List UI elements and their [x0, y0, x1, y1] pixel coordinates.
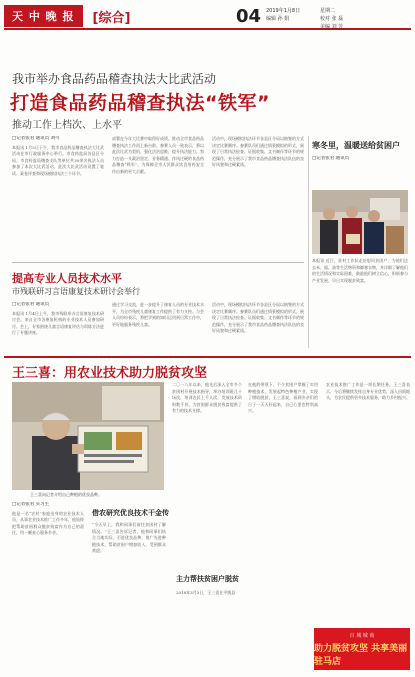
rehab-column-3: 活动中，现场模拟执法环节各县区分局以抽签的方式决定比赛顺序。参赛队员们通过情景模拟的形式，展现了日常执法检查、证据收集、文书制作等环节的规范操作，充分展示了我市食品药品稽查执法队伍的良好风貌和过硬素质。	[212, 302, 304, 334]
rehab-column-2: 通过学习交流，进一步提升了康复人员的专业技术水平，为全市残疾儿童康复工作提供了有力支持。与会人员纷纷表示，将把学到的知识运用到日常工作中，更好地服务残疾儿童。	[112, 302, 204, 327]
feature-subtitle: 借农研究优良技术干金传	[92, 509, 169, 517]
lead-column-3: 活动中，现场模拟执法环节各县区分局以抽签的方式决定比赛顺序。参赛队员们通过情景模拟的形式，展现了日常执法检查、证据收集、文书制作等环节的规范操作，充分展示了我市食品药品稽查执法队伍的良好风貌和过硬素质。	[212, 136, 304, 168]
winter-byline: □记者张君 通讯员	[312, 156, 350, 161]
issue-meta: 星期二 校对 张 磊 美编 刘 芳	[320, 8, 344, 30]
feature-column-3: 二〇一八年以来，他先后深入全市多个贫困村开展技术指导，举办培训班几十场次，培训农民上千人次，发放技术资料数千份，为贫困群众脱贫致富提供了有力的技术支撑。	[172, 382, 242, 414]
feature-rule	[4, 356, 411, 358]
feature-column-2: “今天早上，我和同事们前往贫困村了解情况。”王三喜告诉记者，他和同事们结合当地实际，引进优良品种，推广先进种植技术，帮助贫困户增加收入，受到群众欢迎。	[92, 522, 166, 554]
page-number: 04	[236, 6, 262, 27]
feature-section-text: 2018年3月3日，王三喜在平舆县	[176, 590, 236, 595]
column-divider	[308, 136, 309, 348]
winter-text: 本报讯 近日，驻村工作队走访慰问贫困户，为他们送去米、面、油等生活物资和御寒衣物，并详细了解他们的生活情况和实际困难，鼓励他们树立信心，积极参与产业发展，早日实现脱贫致富。	[312, 258, 408, 283]
issue-date: 2019年1月8日 编辑 孙 娟	[266, 8, 301, 22]
feature-column-5: 农业技术推广工作是一项长期任务，王三喜表示，今后将继续发挥自身专业优势，深入田间地头，为农民提供更多技术服务，助力乡村振兴。	[326, 382, 410, 401]
masthead	[4, 4, 411, 30]
feature-section-title: 主力帮扶贫困户脱贫	[176, 575, 239, 583]
rehab-title: 提高专业人员技术水平	[12, 272, 122, 285]
newspaper-logo: 天 中 晚 报	[4, 5, 83, 27]
feature-photo	[12, 382, 164, 490]
lead-subhead: 推动工作上档次、上水平	[12, 120, 122, 131]
feature-title: 王三喜：用农业技术助力脱贫攻坚	[12, 366, 208, 381]
public-service-ad	[314, 628, 410, 670]
feature-column-4: 在他的带领下，不少贫困户掌握了实用种植技术，发展起特色种植产业，实现了增收脱贫。王三喜说，看到乡亲们的日子一天天好起来，自己心里也特别高兴。	[248, 382, 318, 414]
section-label: [综合]	[92, 10, 131, 26]
rehab-column-1: □记者张君 通讯员 本报讯 1月4日上午，我市残联举办言语康复技术研讨会。来自全市各康复机构的专业技术人员参加研讨。会上，专家围绕儿童言语康复评估与训练方法进行了专题讲座。	[12, 302, 104, 336]
lead-column-1: □记者张君 通讯员 刘可 本报讯 1月5日下午，我市食品药品稽查执法大比武活动在市行政服务中心举行。市食药监局各县区分局、市食药监局稽查支队等单位共30余名执法人员参加了本次大比武活动，此次大比武活动设置了笔试、案卷评查和现场模拟执法三个环节。	[12, 136, 104, 176]
ad-logo: 百 城 城 商	[349, 632, 375, 639]
lead-headline: 打造食品药品稽查执法“铁军”	[10, 92, 270, 114]
lead-column-2: 部署在今年大比赛中取得好成绩。推动全市食品药品稽查执法工作再上新台阶。参赛人员一致表示，将以此次比武为契机，强化法治思维，提升执法能力，努力打造一支政治坚定、业务精通、作风过硬的食品药品稽查“铁军”，为保障全市人民群众饮食用药安全作出新的更大贡献。	[112, 136, 204, 174]
lead-byline: □记者张君 通讯员 刘可	[12, 136, 60, 141]
feature-photo-caption: 王三喜向记者介绍自己种植的优良品种。	[30, 492, 102, 497]
lead-kicker: 我市举办食品药品稽查执法大比武活动	[12, 72, 217, 86]
rehab-subhead: 市残联研习言语康复技术研讨会举行	[12, 287, 140, 296]
feature-column-1: □记者张君 实习生 他是一名“农村”家庭出身的农业技术人员，从事农业技术推广工作多年，他始终把帮助贫困群众脱贫致富作为自己的责任，用一颗真心服务乡亲。	[12, 502, 84, 536]
ad-slogan: 助力脱贫攻坚 共享美丽驻马店	[314, 643, 408, 667]
winter-photo	[312, 190, 408, 254]
winter-title: 寒冬里，温暖送给贫困户	[312, 141, 400, 150]
section-rule	[12, 262, 304, 263]
